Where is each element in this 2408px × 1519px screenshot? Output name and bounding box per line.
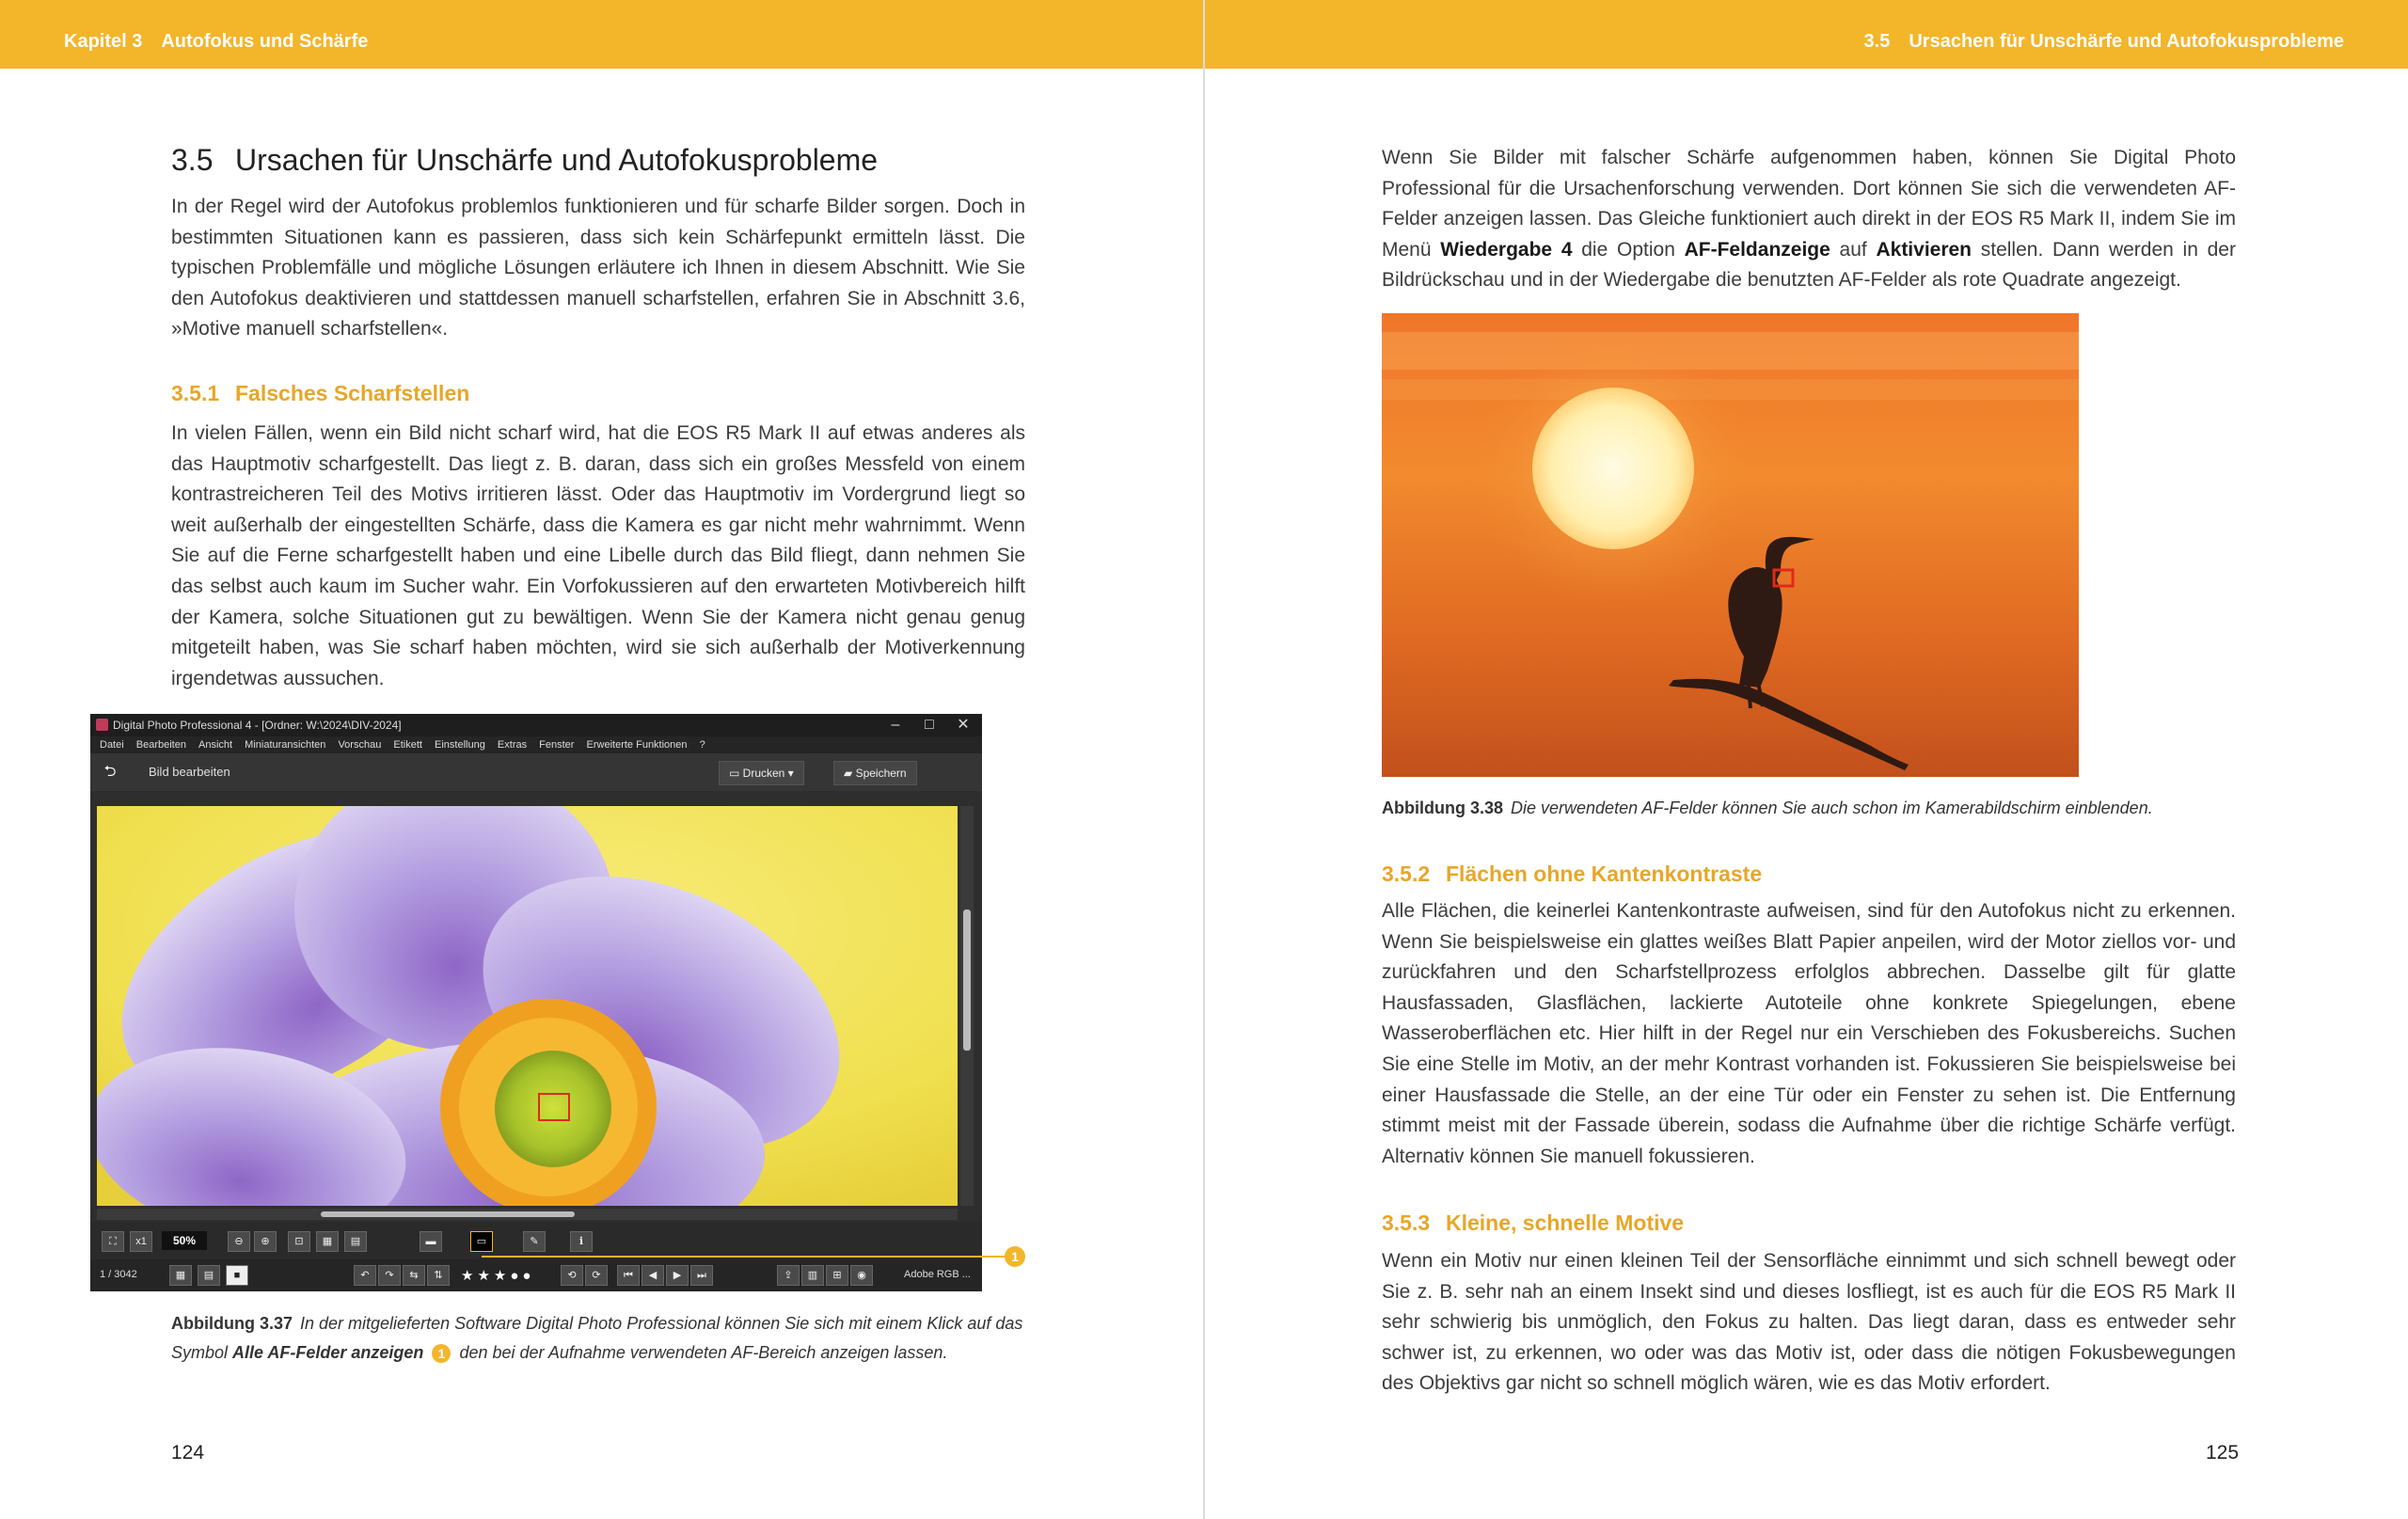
toolbar-title: Bild bearbeiten (149, 765, 230, 779)
scrollbar-thumb[interactable] (963, 910, 971, 1051)
thumbnail-view-icon[interactable]: ▦ (169, 1265, 192, 1286)
show-all-af-points-icon[interactable]: ▭ (470, 1231, 493, 1252)
window-titlebar (90, 714, 982, 736)
menu-item[interactable]: Einstellung (435, 739, 485, 751)
grid-overlay-icon[interactable]: ⊞ (826, 1265, 848, 1286)
sunset-heron-photo (1382, 313, 2079, 777)
zoom-out-icon[interactable]: ⊖ (228, 1231, 250, 1252)
stamp-icon[interactable]: ✎ (523, 1231, 546, 1252)
save-button-label: Speichern (855, 767, 907, 780)
option-reference: AF-Feldanzeige (1684, 238, 1830, 261)
chapter-title: Autofokus und Schärfe (161, 31, 369, 52)
sync-icon[interactable]: ⟲ (561, 1265, 583, 1286)
menu-item[interactable]: Etikett (393, 739, 422, 751)
image-viewer[interactable] (97, 806, 958, 1206)
apply-icon[interactable]: ⟳ (585, 1265, 608, 1286)
section-title: Ursachen für Unschärfe und Autofokusprobleme (235, 143, 879, 177)
menu-item[interactable]: Bearbeiten (135, 739, 186, 751)
rotate-right-icon[interactable]: ↷ (378, 1265, 401, 1286)
single-view-icon[interactable]: ■ (226, 1265, 248, 1286)
callout-leader-line (482, 1256, 1006, 1258)
caption-bold: Alle AF-Felder anzeigen (232, 1343, 424, 1362)
zoom-level[interactable]: 50% (162, 1231, 207, 1250)
section-number: 3.5 (171, 143, 214, 177)
menu-item[interactable]: Ansicht (198, 739, 233, 751)
caption-text-after: den bei der Aufnahme verwendeten AF-Bereich anzeigen lassen. (459, 1343, 948, 1362)
caption-text-before: In der mitgelieferten Software Digital Photo Professional können Sie sich mit einem Klick auf das Symbol (171, 1314, 1023, 1362)
subsection-number: 3.5.3 (1382, 1210, 1431, 1235)
horizontal-scrollbar[interactable] (97, 1209, 958, 1220)
subsection-title: Kleine, schnelle Motive (1446, 1210, 1685, 1235)
fit-screen-icon[interactable]: ⛶ (102, 1231, 124, 1252)
subsection-heading-352 (1382, 862, 1762, 887)
window-title: Digital Photo Professional 4 - [Ordner: W:\2024\DIV-2024] (113, 719, 402, 732)
menu-item[interactable]: Erweiterte Funktionen (586, 739, 688, 751)
section-label: 3.5 (1863, 31, 1891, 52)
menu-item[interactable]: Extras (497, 739, 528, 751)
next-image-icon[interactable]: ▶ (666, 1265, 689, 1286)
menu-item[interactable]: Datei (100, 739, 124, 751)
image-counter: 1 / 3042 (100, 1269, 137, 1280)
previous-image-icon[interactable]: ◀ (642, 1265, 664, 1286)
running-header-left (64, 31, 368, 53)
body-paragraph-353: Wenn ein Motiv nur einen kleinen Teil der Sensorfläche einnimmt und sich schnell bewegt oder Sie z. B. sehr nah an einem Insekt sind und dieses losfliegt, ist es auch für die EOS R5 Mark II sehr schwierig bis unmöglich, den Fokus zu halten. Das liegt daran, dass es entweder sehr schwer ist, zu erkennen, wo oder was das Motiv ist, oder dass die nötigen Fokusbewegungen des Objektivs gar nicht so schnell möglich wären, wie es das Motiv erfordert. (1382, 1250, 2236, 1395)
subsection-heading-351 (171, 381, 469, 406)
caption-label: Abbildung 3.37 (171, 1314, 293, 1333)
body-paragraph-351: In vielen Fällen, wenn ein Bild nicht scharf wird, hat die EOS R5 Mark II auf etwas anderes als das Hauptmotiv scharfgestellt. Das liegt z. B. daran, dass sich ein großes Messfeld von einem kontrastreicheren Teil des Motivs irritieren lässt. Oder das Hauptmotiv im Vordergrund liegt so weit außerhalb der eingestellten Schärfe, dass die Kamera es gar nicht mehr wahrnimmt. Wenn Sie auf die Ferne scharfgestellt haben und eine Libelle durch das Bild fliegt, dann nehmen Sie das selbst auch kaum im Sucher wahr. Ein Vorfokussieren auf den erwarteten Motivbereich hilft der Kamera, solche Situationen gut zu bewältigen. Wenn Sie der Kamera nicht genau genug mitgeteilt haben, was Sie scharf haben möchten, wird sie sich außerhalb der Motiverkennung irgendetwas aussuchen. (171, 422, 1025, 689)
print-button-label: Drucken (742, 767, 785, 780)
chapter-label: Kapitel 3 (64, 31, 143, 52)
first-image-icon[interactable]: ⏮ (617, 1265, 640, 1286)
subsection-number: 3.5.1 (171, 381, 220, 405)
text-run: stellen. Dann werden in der Bildrückschau und in der Wiedergabe die benutzten AF-Felder als rote Quadrate angezeigt. (1382, 238, 2236, 292)
dpp-window-screenshot (90, 714, 982, 1291)
crop-icon[interactable]: ⊡ (288, 1231, 310, 1252)
section-heading (171, 143, 878, 178)
subsection-heading-353 (1382, 1210, 1684, 1236)
text-run: Wenn Sie Bilder mit falscher Schärfe aufgenommen haben, können Sie Digital Photo Professional für die Ursachenforschung verwenden. Dort können Sie sich die verwendeten AF-Felder anzeigen lassen. Das Gleiche funktioniert auch direkt in der EOS R5 Mark II, indem Sie im Menü (1382, 147, 2236, 261)
menu-item[interactable]: Miniaturansichten (245, 739, 326, 751)
callout-number-1: 1 (1005, 1246, 1025, 1267)
back-arrow-icon[interactable]: ⮌ (103, 764, 117, 780)
print-button[interactable]: ▭ Drucken ▾ (719, 761, 804, 785)
editor-toolbar (90, 753, 982, 791)
display-mode-icon[interactable]: ▬ (420, 1231, 442, 1252)
scrollbar-thumb[interactable] (321, 1211, 575, 1217)
minimize-icon[interactable]: – (891, 717, 900, 733)
menu-item[interactable]: Vorschau (338, 739, 382, 751)
section-title-header: Ursachen für Unschärfe und Autofokusprobleme (1909, 31, 2344, 52)
body-paragraph-352: Alle Flächen, die keinerlei Kantenkontraste aufweisen, sind für den Autofokus nicht zu erkennen. Wenn Sie beispielsweise ein glattes weißes Blatt Papier anpeilen, wird der Motor ziellos vor- und zurückfahren und den Scharfstellprozess erfolglos abbrechen. Dasselbe gilt für glatte Hausfassaden, Glasflächen, lackierte Autoteile ohne konkrete Spiegelungen, ebene Wasseroberflächen etc. Hier hilft in der Regel nur ein Verschieben des Fokusbereichs. Suchen Sie eine Stelle im Motiv, an der mehr Kontrast vorhanden ist. Fokussieren Sie beispielsweise bei einer Hausfassade die Stelle, an der eine Tür oder ein Fenster zu sehen ist. Die Entfernung stimmt meist mit der Fassade überein, sodass die Aufnahme über die richtige Schärfe verfügt. Alternativ können Sie manuell fokussieren. (1382, 900, 2236, 1167)
save-button[interactable] (833, 761, 917, 785)
export-icon[interactable]: ⇪ (777, 1265, 800, 1286)
color-profile: Adobe RGB ... (904, 1269, 971, 1280)
maximize-icon[interactable]: □ (925, 717, 934, 733)
page-number-right: 125 (2206, 1442, 2240, 1464)
camera-icon[interactable]: ◉ (850, 1265, 873, 1286)
running-header-right (1864, 31, 2344, 53)
compare-icon[interactable]: ▤ (344, 1231, 367, 1252)
caption-text: Die verwendeten AF-Felder können Sie auch schon im Kamerabildschirm einblenden. (1511, 799, 2153, 817)
flip-icon[interactable]: ⇆ (403, 1265, 425, 1286)
save-icon: ▰ (844, 767, 856, 780)
header-band-right (1205, 0, 2408, 69)
rating-stars[interactable]: ★★★●● (461, 1268, 535, 1284)
intro-paragraph: In der Regel wird der Autofokus problemlos funktionieren und für scharfe Bilder sorgen. Doch in bestimmten Situationen kann es passieren, dass sich kein Schärfepunkt ermitteln lässt. Die typischen Problemfälle und mögliche Lösungen erläutere ich Ihnen in diesem Abschnitt. Wie Sie den Autofokus deaktivieren und stattdessen manuell scharfstellen, erfahren Sie in Abschnitt 3.6, »Motive manuell scharfstellen«. (171, 196, 1025, 340)
subsection-title: Flächen ohne Kantenkontraste (1446, 862, 1763, 886)
value-reference: Aktivieren (1876, 238, 1972, 261)
header-band-left (0, 0, 1203, 69)
intro-paragraph-right (1382, 143, 2236, 296)
caption-label: Abbildung 3.38 (1382, 799, 1504, 817)
zoom-in-icon[interactable]: ⊕ (254, 1231, 277, 1252)
grid-icon[interactable]: ▦ (316, 1231, 339, 1252)
figure-caption-337 (171, 1309, 1025, 1368)
view-toolbar (90, 1222, 982, 1259)
menu-reference: Wiedergabe 4 (1440, 238, 1573, 261)
heron-silhouette-image (1382, 313, 2079, 777)
subsection-number: 3.5.2 (1382, 862, 1431, 886)
flower-photo (97, 806, 958, 1206)
split-view-icon[interactable]: ▤ (198, 1265, 220, 1286)
menu-item[interactable]: ? (699, 739, 705, 751)
last-image-icon[interactable]: ⏭ (690, 1265, 713, 1286)
text-run: die Option (1581, 238, 1675, 261)
text-run: auf (1839, 238, 1867, 261)
figure-caption-338 (1382, 794, 2236, 823)
zoom-one-button[interactable]: x1 (130, 1231, 152, 1252)
app-icon (96, 719, 108, 731)
printer-icon: ▭ (729, 767, 743, 780)
status-bar (90, 1259, 982, 1291)
menu-item[interactable]: Fenster (539, 739, 575, 751)
menu-bar (90, 736, 982, 753)
rotate-left-icon[interactable]: ↶ (354, 1265, 376, 1286)
histogram-icon[interactable]: ▥ (801, 1265, 824, 1286)
close-icon[interactable]: ✕ (957, 717, 970, 733)
vertical-scrollbar[interactable] (960, 806, 974, 1206)
subsection-title: Falsches Scharfstellen (235, 381, 470, 405)
info-icon[interactable]: ℹ (570, 1231, 593, 1252)
callout-marker: 1 (432, 1344, 451, 1363)
mirror-icon[interactable]: ⇅ (427, 1265, 450, 1286)
page-number-left: 124 (171, 1442, 205, 1464)
